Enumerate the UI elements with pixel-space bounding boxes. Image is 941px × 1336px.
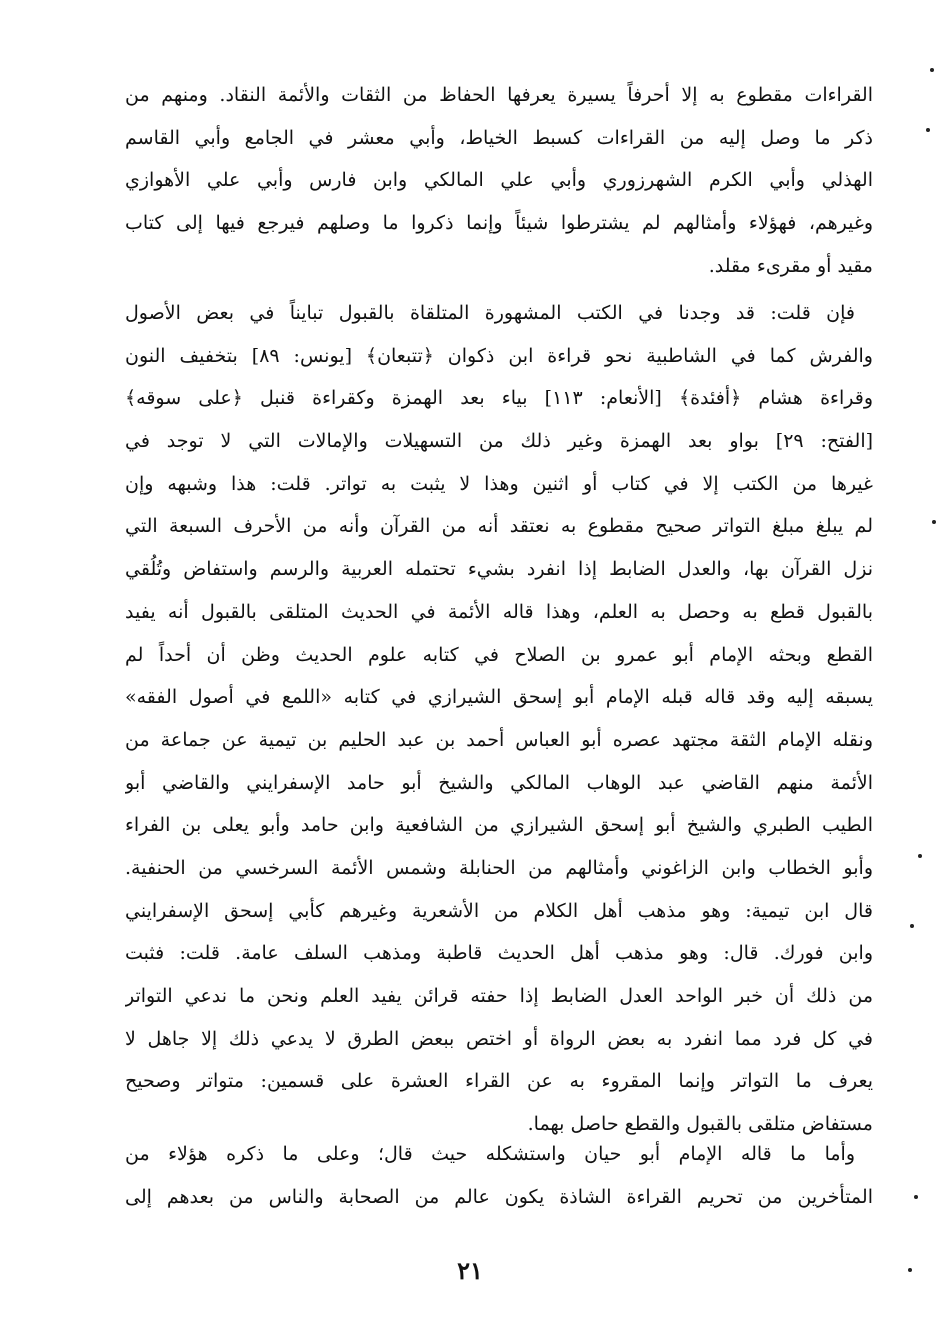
text-line: وقراءة هشام ﴿أفئدة﴾ [الأنعام: ١١٣] بياء بعد الهمزة وكقراءة قنبل ﴿على سوقه﴾ <box>125 387 873 410</box>
text-line: وأما ما قاله الإمام أبو حيان واستشكله حيث قال؛ وعلى ما ذكره هؤلاء من <box>125 1143 855 1165</box>
page-number: ٢١ <box>457 1256 483 1285</box>
scan-speck <box>908 1268 912 1272</box>
text-line: وابن فورك. قال: وهو مذهب أهل الحديث قاطبة ومذهب السلف عامة. قلت: فثبت <box>125 942 873 965</box>
text-line: [الفتح: ٢٩] بواو بعد الهمزة وغير ذلك من التسهيلات والإمالات التي لا توجد في <box>125 430 873 453</box>
scan-speck <box>930 68 934 72</box>
text-line: وأبو الخطاب وابن الزاغوني وأمثالهم من الحنابلة وشمس الأئمة السرخسي من الحنفية. <box>125 856 873 879</box>
text-line: لم يبلغ مبلغ التواتر صحيح مقطوع به نعتقد أنه من القرآن وأنه من الأحرف السبعة التي <box>125 515 873 538</box>
text-line: نزل القرآن بها، والعدل الضابط إذا انفرد بشيء تحتمله العربية والرسم واستفاض وتُلُقي <box>125 558 873 581</box>
text-line: فإن قلت: قد وجدنا في الكتب المشهورة المتلقاة بالقبول تبايناً في بعض الأصول <box>125 302 855 324</box>
text-line: يعرف ما التواتر وإنما المقروء به عن القراء العشرة على قسمين: متواتر وصحيح <box>125 1070 873 1093</box>
scan-speck <box>918 854 922 858</box>
text-line: غيرها من الكتب إلا في كتاب أو اثنين وهذا لا يثبت به تواتر. قلت: هذا وشبهه وإن <box>125 472 873 495</box>
text-line: الأئمة منهم القاضي عبد الوهاب المالكي والشيخ أبو حامد الإسفرايني والقاضي أبو <box>125 771 873 794</box>
text-line: في كل فرد مما انفرد به بعض الرواة أو اختص ببعض الطرق لا يدعي ذلك إلا جاهل لا <box>125 1027 873 1050</box>
paragraph-2 <box>125 292 873 1146</box>
text-line: قال ابن تيمية: وهو مذهب أهل الكلام من الأشعرية وغيرهم كأبي إسحق الإسفرايني <box>125 899 873 922</box>
text-line: يسبقه إليه وقد قاله قبله الإمام أبو إسحق الشيرازي في كتابه «اللمع في أصول الفقه» <box>125 686 873 709</box>
text-line: والفرش كما في الشاطبية نحو قراءة ابن ذكوان ﴿تتبعان﴾ [يونس: ٨٩] بتخفيف النون <box>125 344 873 367</box>
text-line: القطع وبحثه الإمام أبو عمرو بن الصلاح في كتابه علوم الحديث وظن أن أحداً لم <box>125 643 873 666</box>
text-line: الطيب الطبري والشيخ أبو إسحق الشيرازي من الشافعية وابن حامد وأبو يعلى بن الفراء <box>125 814 873 837</box>
text-line: وغيرهم، فهؤلاء وأمثالهم لم يشترطوا شيئاً وإنما ذكروا ما وصلهم فيرجع فيها إلى كتاب <box>125 212 873 235</box>
text-line: ذكر ما وصل إليه من القراءات كسبط الخياط، وأبي معشر في الجامع وأبي القاسم <box>125 126 873 149</box>
text-line: مقيد أو مقرىء مقلد. <box>708 254 873 277</box>
text-line: من ذلك أن خبر الواحد العدل الضابط إذا حفته قرائن يفيد العلم ونحن ما ندعي التواتر <box>125 985 873 1007</box>
text-line: بالقبول قطع به وحصل به العلم، وهذا قاله الأئمة في الحديث المتلقى بالقبول أنه يفيد <box>125 600 873 623</box>
paragraph-1 <box>125 74 873 287</box>
paragraph-3 <box>125 1133 873 1218</box>
text-line: القراءات مقطوع به إلا أحرفاً يسيرة يعرفها الحفاظ من الثقات والأئمة النقاد. ومنهم من <box>125 84 873 106</box>
scan-speck <box>910 924 914 928</box>
text-line: مستفاض متلقى بالقبول والقطع حاصل بهما. <box>527 1113 873 1136</box>
text-line: الهذلي وأبي الكرم الشهرزوري وأبي علي المالكي وابن فارس وأبي علي الأهوازي <box>125 169 873 192</box>
scan-speck <box>914 1195 918 1199</box>
text-line: ونقله الإمام الثقة مجتهد عصره أبو العباس أحمد بن عبد الحليم بن تيمية عن جماعة من <box>125 728 873 751</box>
scan-speck <box>926 128 930 132</box>
scan-speck <box>932 520 936 524</box>
text-line: المتأخرين من تحريم القراءة الشاذة يكون عالم من الصحابة والناس من بعدهم إلى <box>125 1185 873 1208</box>
